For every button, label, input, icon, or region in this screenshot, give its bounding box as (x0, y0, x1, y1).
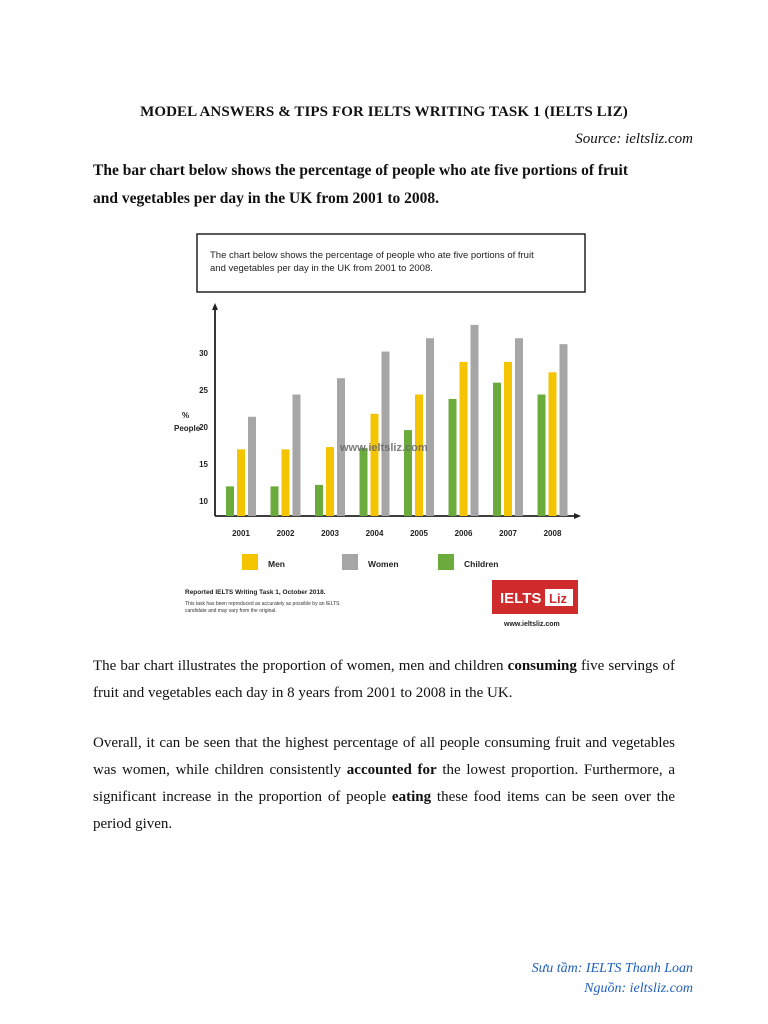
legend-swatch-children (438, 554, 454, 570)
bar-women-2006 (471, 325, 479, 516)
bar-men-2006 (460, 362, 468, 516)
legend-label-women: Women (368, 559, 399, 569)
disclaimer-line-2: candidate and may vary from the original. (185, 608, 277, 614)
logo-url: www.ieltsliz.com (504, 621, 560, 628)
p2-bold-word: eating (391, 789, 432, 805)
bar-children-2002 (271, 486, 279, 516)
bar-women-2008 (560, 344, 568, 516)
x-tick-label: 2007 (499, 529, 517, 538)
bar-women-2007 (515, 338, 523, 516)
bar-children-2008 (538, 395, 546, 516)
bar-children-2003 (315, 485, 323, 516)
paragraph-overview (93, 730, 675, 838)
y-axis-label-symbol: % (182, 411, 190, 420)
p2-text-c: the lowest proportion. Furthermore, a significant increase in the proportion of people (93, 762, 676, 805)
footer-collector: Sưu tầm: IELTS Thanh Loan (531, 961, 693, 976)
bar-chart (170, 228, 590, 638)
chart-plot-area (174, 303, 581, 570)
document-title: MODEL ANSWERS & TIPS FOR IELTS WRITING TASK 1 (IELTS LIZ) (140, 104, 628, 120)
legend-swatch-men (242, 554, 258, 570)
bar-men-2004 (371, 414, 379, 516)
bar-children-2001 (226, 486, 234, 516)
bar-men-2007 (504, 362, 512, 516)
disclaimer-line-1: This task has been reproduced as accurately as possible by an IELTS (185, 601, 340, 607)
bar-children-2004 (360, 448, 368, 516)
p1-text-a: The bar chart illustrates the proportion of women, men and children (93, 658, 508, 674)
y-tick-label: 20 (199, 423, 208, 433)
p2-text-e: these food items can be seen over the period given. (93, 789, 675, 832)
y-axis-arrow (212, 303, 218, 310)
bar-women-2002 (293, 395, 301, 516)
y-tick-label: 25 (199, 386, 208, 396)
prompt-line-2: and vegetables per day in the UK from 2001 to 2008. (93, 190, 440, 207)
x-tick-label: 2002 (276, 529, 295, 538)
p1-text-c: five servings of fruit and vegetables each day in 8 years from 2001 to 2008 in the UK. (93, 658, 675, 701)
y-tick-label: 30 (199, 349, 208, 359)
legend-swatch-women (342, 554, 358, 570)
bar-children-2007 (493, 383, 501, 516)
bar-children-2006 (449, 399, 457, 516)
watermark: www.ieltsliz.com (340, 442, 428, 454)
caption-line-1: The chart below shows the percentage of people who ate five portions of fruit (210, 250, 534, 261)
prompt-line-1: The bar chart below shows the percentage of people who ate five portions of fruit (93, 162, 628, 179)
x-tick-label: 2008 (543, 529, 562, 538)
logo-text-right: Liz (549, 591, 568, 606)
bar-women-2005 (426, 338, 434, 516)
paragraph-introduction (93, 653, 675, 707)
x-tick-label: 2003 (321, 529, 339, 538)
chart-figure (170, 228, 590, 638)
logo-text-left: IELTS (500, 590, 542, 607)
bar-men-2001 (237, 449, 245, 516)
caption-line-2: and vegetables per day in the UK from 2001 to 2008. (210, 263, 433, 274)
y-tick-label: 10 (199, 497, 208, 507)
footer-source: Nguồn: ieltsliz.com (584, 981, 693, 996)
x-axis-arrow (574, 513, 581, 519)
x-tick-label: 2004 (365, 529, 384, 538)
bar-women-2001 (248, 417, 256, 516)
bar-men-2003 (326, 447, 334, 516)
p2-bold-phrase: accounted for (346, 762, 437, 778)
p1-bold-word: consuming (507, 658, 577, 674)
legend-label-men: Men (268, 559, 285, 569)
x-tick-label: 2006 (454, 529, 473, 538)
x-tick-label: 2005 (410, 529, 428, 538)
bar-men-2002 (282, 449, 290, 516)
y-axis-label: People (174, 424, 201, 433)
reported-note: Reported IELTS Writing Task 1, October 2018. (185, 589, 326, 596)
x-tick-label: 2001 (232, 529, 250, 538)
task-prompt (93, 157, 683, 213)
source-line: Source: ieltsliz.com (575, 131, 693, 147)
bar-women-2004 (382, 352, 390, 516)
y-tick-label: 15 (199, 460, 208, 470)
bar-men-2008 (549, 372, 557, 516)
bar-men-2005 (415, 395, 423, 516)
p2-text-a: Overall, it can be seen that the highest percentage of all people consuming fruit and vegetables was women, while children consistently (93, 735, 675, 778)
legend-label-children: Children (464, 559, 499, 569)
